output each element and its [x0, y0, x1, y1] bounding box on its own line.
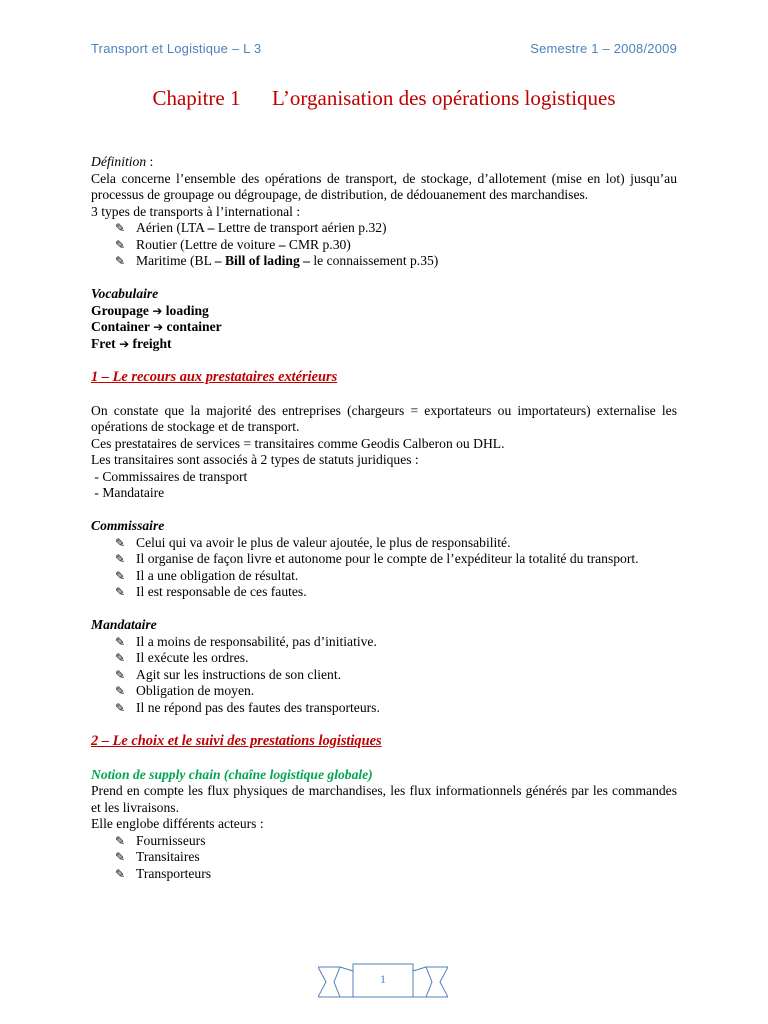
actors-list	[91, 833, 677, 883]
pencil-bullet-icon: ✎	[115, 221, 126, 235]
section-1-paragraph: Ces prestataires de services = transitaires comme Geodis Calberon ou DHL.	[91, 435, 505, 451]
section-1-heading: 1 – Le recours aux prestataires extérieurs	[91, 369, 338, 385]
list-item: ✎ Il est responsable de ces fautes.	[115, 584, 307, 599]
section-2-paragraph: Elle englobe différents acteurs :	[91, 816, 264, 831]
list-item: ✎ Celui qui va avoir le plus de valeur ajoutée, le plus de responsabilité.	[115, 534, 511, 550]
list-item: ✎ Transporteurs	[115, 865, 212, 881]
section-1-paragraph: Les transitaires sont associés à 2 types de statuts juridiques :	[91, 452, 419, 467]
vocabulary-item: Groupage ➔ loading	[91, 302, 209, 318]
supply-chain-subheading: Notion de supply chain (chaîne logistique globale)	[91, 766, 373, 782]
definition-label-line	[91, 154, 677, 171]
list-item: ✎ Il a une obligation de résultat.	[115, 567, 299, 583]
header-course-title: Transport et Logistique – L 3	[91, 41, 262, 56]
list-item: ✎ Obligation de moyen.	[115, 683, 255, 698]
list-item: ✎ Aérien (LTA – Lettre de transport aérien p.32)	[115, 220, 387, 235]
commissaire-list	[91, 535, 677, 601]
definition-label: Définition	[91, 154, 147, 169]
pencil-bullet-icon: ✎	[115, 585, 126, 599]
vocabulary-item: Container ➔ container	[91, 319, 222, 334]
arrow-right-icon: ➔	[152, 303, 163, 318]
pencil-bullet-icon: ✎	[115, 634, 126, 649]
list-item: ✎ Il exécute les ordres.	[115, 650, 249, 665]
pencil-bullet-icon: ✎	[115, 684, 126, 698]
transport-types-intro: 3 types de transports à l’international :	[91, 203, 301, 219]
section-2-paragraph: Prend en compte les flux physiques de marchandises, les flux informationnels générés par les commandes et les livraisons.	[91, 783, 677, 815]
legal-status-item: - Mandataire	[91, 485, 165, 500]
list-item: ✎ Il ne répond pas des fautes des transporteurs.	[115, 699, 380, 715]
definition-text: Cela concerne l’ensemble des opérations de transport, de stockage, d’allotement (mise en lot) jusqu’au processus de groupage ou dégroupage, de distribution, de dédouanement des marchandises.	[91, 170, 677, 202]
header-semester: Semestre 1 – 2008/2009	[530, 41, 677, 56]
list-item: ✎ Agit sur les instructions de son client.	[115, 666, 342, 682]
document-body	[91, 154, 677, 882]
pencil-bullet-icon: ✎	[115, 552, 126, 566]
pencil-bullet-icon: ✎	[115, 237, 126, 252]
pencil-bullet-icon: ✎	[115, 254, 126, 268]
arrow-right-icon: ➔	[119, 336, 130, 351]
mandataire-label: Mandataire	[91, 617, 157, 632]
list-item: ✎ Transitaires	[115, 849, 200, 864]
transport-types-list	[91, 220, 677, 270]
pencil-bullet-icon: ✎	[115, 651, 126, 665]
vocabulary-label: Vocabulaire	[91, 286, 159, 301]
arrow-right-icon: ➔	[153, 320, 164, 334]
pencil-bullet-icon: ✎	[115, 833, 126, 848]
page-number: 1	[380, 972, 386, 986]
section-2-heading: 2 – Le choix et le suivi des prestations logistiques	[91, 733, 382, 749]
chapter-title: Chapitre 1 L’organisation des opérations logistiques	[152, 86, 616, 110]
list-item: ✎ Maritime (BL – Bill of lading – le connaissement p.35)	[115, 253, 439, 268]
legal-status-item: - Commissaires de transport	[91, 468, 248, 484]
pencil-bullet-icon: ✎	[115, 850, 126, 864]
commissaire-label: Commissaire	[91, 518, 165, 533]
list-item: ✎ Il a moins de responsabilité, pas d’initiative.	[115, 633, 377, 649]
list-item: ✎ Fournisseurs	[115, 832, 206, 848]
section-1-paragraph: On constate que la majorité des entreprises (chargeurs = exportateurs ou importateurs) externalise les opérations de stockage et de transport.	[91, 402, 677, 434]
mandataire-list	[91, 634, 677, 717]
pencil-bullet-icon: ✎	[115, 667, 126, 682]
vocabulary-item: Fret ➔ freight	[91, 335, 172, 351]
definition-colon: :	[146, 154, 154, 169]
pencil-bullet-icon: ✎	[115, 866, 126, 881]
list-item: ✎ Il organise de façon livre et autonome pour le compte de l’expéditeur la totalité du transport.	[115, 551, 639, 566]
pencil-bullet-icon: ✎	[115, 535, 126, 550]
list-item: ✎ Routier (Lettre de voiture – CMR p.30)	[115, 236, 351, 252]
pencil-bullet-icon: ✎	[115, 568, 126, 583]
pencil-bullet-icon: ✎	[115, 700, 126, 715]
